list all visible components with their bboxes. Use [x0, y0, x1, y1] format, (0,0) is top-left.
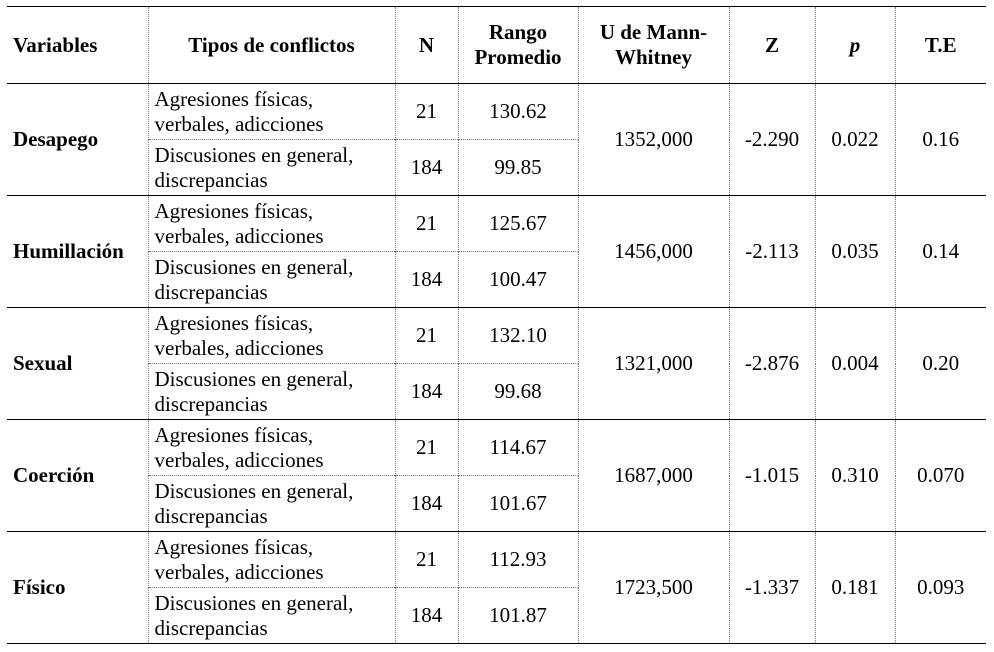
p-cell: 0.310 [815, 420, 895, 532]
tipo-cell: Discusiones en general, discrepancias [148, 252, 395, 308]
header-z: Z [729, 7, 815, 84]
te-cell: 0.093 [895, 532, 986, 644]
rango-cell: 100.47 [458, 252, 578, 308]
header-te: T.E [895, 7, 986, 84]
rango-cell: 130.62 [458, 84, 578, 140]
header-p: p [815, 7, 895, 84]
n-cell: 184 [395, 476, 458, 532]
table-row [7, 532, 986, 588]
u-cell: 1321,000 [578, 308, 729, 420]
tipo-cell: Discusiones en general, discrepancias [148, 588, 395, 644]
p-cell: 0.035 [815, 196, 895, 308]
p-cell: 0.004 [815, 308, 895, 420]
tipo-cell: Discusiones en general, discrepancias [148, 140, 395, 196]
table-row [7, 196, 986, 252]
table-row [7, 308, 986, 364]
rango-cell: 114.67 [458, 420, 578, 476]
tipo-cell: Agresiones físicas, verbales, adicciones [148, 196, 395, 252]
tipo-cell: Agresiones físicas, verbales, adicciones [148, 420, 395, 476]
n-cell: 184 [395, 252, 458, 308]
z-cell: -2.113 [729, 196, 815, 308]
variable-cell: Sexual [7, 308, 148, 420]
variable-cell: Desapego [7, 84, 148, 196]
p-cell: 0.181 [815, 532, 895, 644]
tipo-cell: Agresiones físicas, verbales, adicciones [148, 308, 395, 364]
variable-cell: Físico [7, 532, 148, 644]
variable-cell: Coerción [7, 420, 148, 532]
tipo-cell: Discusiones en general, discrepancias [148, 476, 395, 532]
u-cell: 1352,000 [578, 84, 729, 196]
rango-cell: 101.67 [458, 476, 578, 532]
n-cell: 21 [395, 84, 458, 140]
rango-cell: 99.85 [458, 140, 578, 196]
z-cell: -2.876 [729, 308, 815, 420]
header-rango: Rango Promedio [458, 7, 578, 84]
table-row [7, 84, 986, 140]
rango-cell: 132.10 [458, 308, 578, 364]
rango-cell: 112.93 [458, 532, 578, 588]
mann-whitney-table [7, 6, 986, 644]
header-n: N [395, 7, 458, 84]
rango-cell: 101.87 [458, 588, 578, 644]
table-header [7, 7, 986, 84]
te-cell: 0.16 [895, 84, 986, 196]
header-variables: Variables [7, 7, 148, 84]
table-body [7, 84, 986, 644]
n-cell: 184 [395, 588, 458, 644]
te-cell: 0.070 [895, 420, 986, 532]
u-cell: 1723,500 [578, 532, 729, 644]
te-cell: 0.14 [895, 196, 986, 308]
tipo-cell: Agresiones físicas, verbales, adicciones [148, 532, 395, 588]
table-row [7, 420, 986, 476]
z-cell: -1.015 [729, 420, 815, 532]
n-cell: 21 [395, 308, 458, 364]
u-cell: 1687,000 [578, 420, 729, 532]
z-cell: -2.290 [729, 84, 815, 196]
te-cell: 0.20 [895, 308, 986, 420]
rango-cell: 125.67 [458, 196, 578, 252]
n-cell: 184 [395, 364, 458, 420]
z-cell: -1.337 [729, 532, 815, 644]
header-tipos: Tipos de conflictos [148, 7, 395, 84]
tipo-cell: Discusiones en general, discrepancias [148, 364, 395, 420]
n-cell: 21 [395, 532, 458, 588]
n-cell: 21 [395, 420, 458, 476]
p-cell: 0.022 [815, 84, 895, 196]
n-cell: 21 [395, 196, 458, 252]
tipo-cell: Agresiones físicas, verbales, adicciones [148, 84, 395, 140]
rango-cell: 99.68 [458, 364, 578, 420]
u-cell: 1456,000 [578, 196, 729, 308]
header-u: U de Mann-Whitney [578, 7, 729, 84]
n-cell: 184 [395, 140, 458, 196]
variable-cell: Humillación [7, 196, 148, 308]
